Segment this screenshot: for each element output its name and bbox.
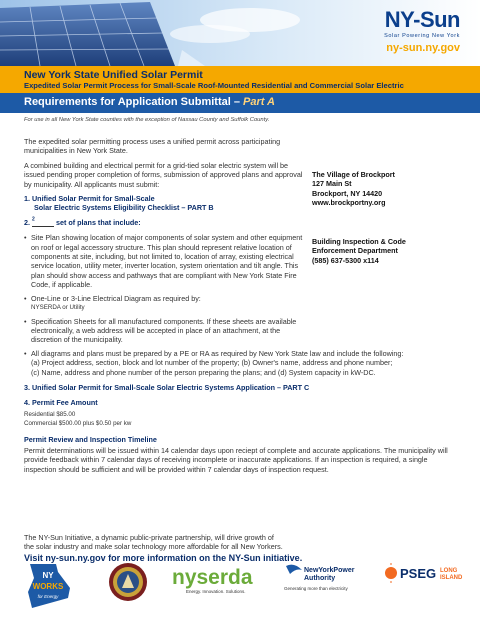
municipality-city: Brockport, NY 14420 <box>312 188 383 198</box>
department-name-line1: Building Inspection & Code <box>312 237 406 246</box>
footer-info-link[interactable]: Visit ny-sun.ny.gov for more information on the NY-Sun initiative. <box>24 553 303 564</box>
ny-sun-url[interactable]: ny-sun.ny.gov <box>386 42 460 54</box>
municipality-name: The Village of Brockport <box>312 170 395 179</box>
section-part: Part A <box>243 96 276 108</box>
county-note: For use in all New York State counties with the exception of Nassau County and Suffolk County. <box>24 117 270 123</box>
bullet-spec-sheets: • Specification Sheets for all manufactured components. If these sheets are available electronically, a web address will be accepted in place of an attachment, at the discretion of the municipality. <box>24 317 306 345</box>
ny-state-seal-icon <box>108 562 148 602</box>
nypa-logo-line1: NewYorkPower <box>304 567 355 574</box>
nypa-logo-line2: Authority <box>304 575 336 582</box>
combined-permit-paragraph: A combined building and electrical permit for a grid-tied solar electric system will be issued pending proper completion of forms, submission of approved plans and approval by municipality. All applicants must submit: <box>24 160 303 189</box>
department-contact <box>312 237 462 265</box>
municipality-street: 127 Main St <box>312 179 352 189</box>
partner-logos <box>24 562 464 612</box>
footer-text-line1: The NY-Sun Initiative, a dynamic public-private partnership, will drive growth of <box>24 533 274 542</box>
bullet-site-plan: • Site Plan showing location of major components of solar system and other equipment on roof or legal accessory structure. This plan should represent relative location of components at site, including, but not limited to, location of array, existing electrical service location, utility meter, inverter location, system orientation and tilt angle. This plan should show access and pathways that are compliant with New York State Fire Code, if applicable. <box>24 233 306 289</box>
pseg-long-island-logo <box>384 562 466 592</box>
title-bar <box>0 66 480 93</box>
bullet-one-line-diagram: • One-Line or 3-Line Electrical Diagram as required by: NYSERDA or Utility <box>24 294 306 313</box>
department-phone: (585) 637-5300 x114 <box>312 255 379 265</box>
item-1-subtitle: Solar Electric Systems Eligibility Checklist – PART B <box>34 203 214 213</box>
ny-sun-tagline: Solar Powering New York <box>384 33 460 39</box>
item-2-title: 2. $^2$ set of plans that include: <box>24 216 141 227</box>
nyserda-logo-text: nyserda <box>172 566 253 589</box>
document-title: New York State Unified Solar Permit <box>24 69 203 81</box>
review-title: Permit Review and Inspection Timeline <box>24 434 157 444</box>
section-bar <box>0 93 480 113</box>
municipality-address <box>312 170 462 208</box>
municipality-website[interactable]: www.brockportny.org <box>312 198 386 208</box>
section-title: Requirements for Application Submittal – Part A <box>24 96 276 108</box>
ny-works-logo-works: WORKS <box>32 582 64 591</box>
ny-works-logo-energy: for Energy <box>37 594 59 599</box>
item-3-title: 3. Unified Solar Permit for Small-Scale Solar Electric Systems Application – PART C <box>24 382 310 392</box>
ny-sun-logo-mark: NY-Sun <box>384 7 460 32</box>
department-name-line2: Enforcement Department <box>312 246 398 256</box>
bullet-pe-requirement: • All diagrams and plans must be prepared by a PE or RA as required by New York State law and include the following: (a) Project address, section, block and lot number of the property; (b) Owner's name, address and phone number; (c) Name, address and phone number of the person preparing the plans; and (d) System capacity in kW-DC. <box>24 349 456 377</box>
document-subtitle: Expedited Solar Permit Process for Small-Scale Roof-Mounted Residential and Commercial Solar Electric <box>24 81 404 90</box>
ny-power-authority-logo <box>284 562 366 598</box>
intro-paragraph: The expedited solar permitting process uses a unified permit across participating municipalities in New York State. <box>24 137 281 156</box>
item-1-title: 1. Unified Solar Permit for Small-Scale <box>24 194 155 204</box>
plan-count: 2 <box>32 216 35 223</box>
nyserda-logo <box>172 562 262 598</box>
pe-requirement-ab: (a) Project address, section, block and lot number of the property; (b) Owner's name, address and phone number; <box>31 358 393 368</box>
pseg-logo-long: LONG <box>440 568 458 574</box>
plan-count-blank <box>32 217 54 227</box>
fee-residential: Residential $85.00 <box>24 410 76 418</box>
one-line-diagram-note: NYSERDA or Utility <box>31 304 85 312</box>
pseg-logo-island: ISLAND <box>440 575 463 581</box>
pseg-logo-text: PSEG <box>400 566 437 581</box>
ny-sun-logo <box>384 8 460 54</box>
ny-works-logo-ny: NY <box>42 571 54 580</box>
nypa-logo-tagline: Generating more than electricity <box>284 586 348 591</box>
item-4-title: 4. Permit Fee Amount <box>24 398 98 408</box>
review-paragraph: Permit determinations will be issued within 14 calendar days upon reciept of complete and accurate applications. The municipality will provide feedback within 7 calendar days of receiving incomplete or inaccurate applications. If an inspection is required, a single inspection should be sufficient and will be provided within 7 calendar days of inspection request. <box>24 445 448 474</box>
ny-works-logo <box>24 562 74 610</box>
fee-commercial: Commercial $500.00 plus $0.50 per kw <box>24 420 132 428</box>
footer-text-line2: the solar industry and make solar technology more affordable for all New Yorkers. <box>24 542 283 552</box>
pe-requirement-cd: (c) Name, address and phone number of the person preparing the plans; and (d) System capacity in kW-DC. <box>31 367 376 377</box>
header-banner <box>0 0 480 66</box>
footer <box>24 533 464 563</box>
nyserda-logo-tagline: Energy. Innovation. Solutions. <box>186 589 246 594</box>
